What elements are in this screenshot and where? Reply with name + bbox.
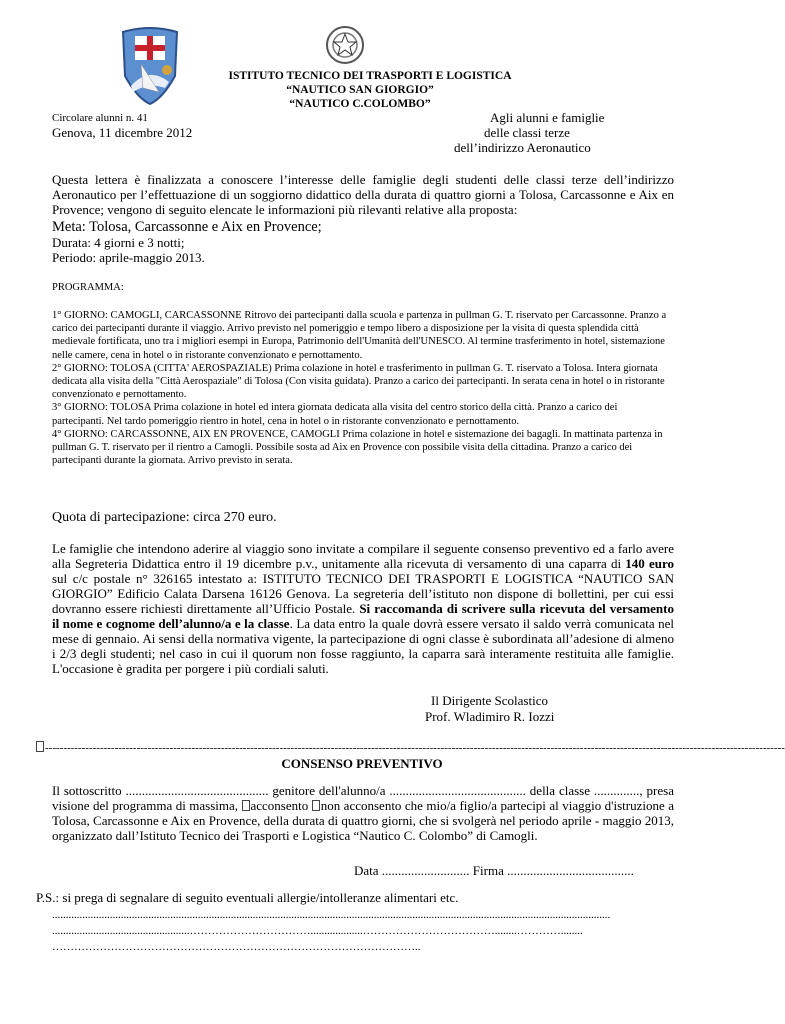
body-bold-note: Si raccomanda di scrivere sulla ricevuta del versamento il nome e cognome dell’alunno/a e la classe <box>52 601 674 631</box>
ps-line-3[interactable]: ……………………………………………………………………………………….. <box>52 941 421 953</box>
ps-note: P.S.: si prega di segnalare di seguito eventuali allergie/intolleranze alimentari etc. <box>36 890 459 905</box>
periodo-line: Periodo: aprile-maggio 2013. <box>52 250 205 265</box>
school-subname-2: “NAUTICO C.COLOMBO” <box>289 98 431 110</box>
acconsento-checkbox[interactable] <box>242 800 250 811</box>
non-acconsento-checkbox[interactable] <box>312 800 320 811</box>
data-firma-line: Data ........................... Firma ....................................... <box>354 863 634 878</box>
consenso-text-1: Il sottoscritto ............................................ genitore dell'alunno/a .......................................... della classe .............., presa visione del programma di massima, <box>52 783 674 813</box>
quota-line: Quota di partecipazione: circa 270 euro. <box>52 510 277 525</box>
ps-line-2[interactable]: ..................................................……………………………...................………………………………........…………........ <box>52 925 583 937</box>
school-subname-1: “NAUTICO SAN GIORGIO” <box>286 84 434 96</box>
school-name: ISTITUTO TECNICO DEI TRASPORTI E LOGISTICA <box>228 70 512 82</box>
consenso-text-2: non acconsento che mio/a figlio/a partecipi al viaggio d'istruzione a Tolosa, Carcassonne e Aix en Provence, della durata di quattro giorni, che si svolgerà nel periodo aprile - maggio 2013, organizzato dall’Istituto Tecnico dei Trasporti e Logistica “Nautico C. Colombo” di Camogli. <box>52 798 674 843</box>
programma-text: 1° GIORNO: CAMOGLI, CARCASSONNE Ritrovo dei partecipanti dalla scuola e partenza in pullman G. T. riservato per Carcassonne. Pranzo a carico dei partecipanti durante il viaggio. Arrivo previsto nel pomeriggio e tempo libero a disposizione per la visita di questa splendida città medievale fortificata, uno tra i migliori esempi in Europa, Patrimonio dell'Umanità dell'UNESCO. Al termine trasferimento in hotel, sistemazione nelle camere, cena in hotel o in ristorante convenzionato e pernottamento. 2° GIORNO: TOLOSA (CITTA' AEROSPAZIALE) Prima colazione in hotel e trasferimento in pullman G. T. riservato a Tolosa. Intera giornata dedicata alla visita della "Città Aerospaziale" di Tolosa (Con visita guidata). Pranzo a carico dei partecipanti. In serata cena in hotel o in ristorante convenzionato e pernottamento. 3° GIORNO: TOLOSA Prima colazione in hotel ed intera giornata dedicata alla visita del centro storico della città. Pranzo a carico dei partecipanti. Nel tardo pomeriggio rientro in hotel, cena in hotel o in ristorante convenzionato e pernottamento. 4° GIORNO: CARCASSONNE, AIX EN PROVENCE, CAMOGLI Prima colazione in hotel e sistemazione dei bagagli. In mattinata partenza in pullman G. T. riservato per il rientro a Camogli. Possibile sosta ad Aix en Provence con possibile visita della cittadina. Pranzo a carico dei partecipanti durante la giornata. Arrivo previsto in serata. <box>52 310 667 467</box>
body-text-3: . La data entro la quale dovrà essere versato il saldo verrà comunicata nel mese di gennaio. Ai sensi della normativa vigente, la partecipazione di ogni classe è subordinata all’adesione di almeno i 2/3 degli studenti; nel caso in cui il quorum non fosse raggiunto, la caparra sarà interamente restituita alle famiglie. L'occasione è gradita per porgere i più cordiali saluti. <box>52 616 674 676</box>
programma-label: PROGRAMMA: <box>52 282 124 293</box>
circolare-number: Circolare alunni n. 41 <box>52 112 148 124</box>
body-text-2: sul c/c postale n° 326165 intestato a: ISTITUTO TECNICO DEI TRASPORTI E LOGISTICA “NAUTICO SAN GIORGIO” Edificio Calata Darsena 16126 Genova. La segreteria dell’istituto non dispone di bollettini, per cui essi dovranno essere richiesti direttamente all’Ufficio Postale. <box>52 571 674 616</box>
durata-line: Durata: 4 giorni e 3 notti; <box>52 235 185 250</box>
body-paragraph <box>52 541 674 676</box>
cut-line <box>36 741 785 754</box>
recipient-line-2: delle classi terze <box>484 125 570 140</box>
scissors-box-icon <box>36 741 44 752</box>
letter-date: Genova, 11 dicembre 2012 <box>52 125 193 140</box>
body-text-1: Le famiglie che intendono aderire al viaggio sono invitate a compilare il seguente consenso preventivo ed a farlo avere alla Segreteria Didattica entro il 19 dicembre p.v., unitamente alla ricevuta di versamento di una caparra di <box>52 541 674 571</box>
intro-paragraph: Questa lettera è finalizzata a conoscere l’interesse delle famiglie degli studenti delle classi terze dell’indirizzo Aeronautico per l’effettuazione di un soggiorno didattico della durata di quattro giorni a Tolosa, Carcassonne e Aix en Provence; vengono di seguito elencate le informazioni più rilevanti relative alla proposta: <box>52 172 674 217</box>
signature-role: Il Dirigente Scolastico <box>431 693 548 708</box>
signature-name: Prof. Wladimiro R. Iozzi <box>425 709 555 724</box>
italian-republic-emblem <box>324 24 366 66</box>
cut-dashes: ---------------------------------------------------------------------------------------------------------------------------------------------------------------------------------------------------------- <box>45 742 785 754</box>
recipient-line-3: dell’indirizzo Aeronautico <box>454 140 591 155</box>
ps-line-1[interactable]: ........................................................................................................................................................................................................... <box>52 909 611 921</box>
consenso-title: CONSENSO PREVENTIVO <box>281 756 443 771</box>
meta-line: Meta: Tolosa, Carcassonne e Aix en Provence; <box>52 219 322 235</box>
acconsento-label: acconsento <box>250 798 312 813</box>
deposit-amount: 140 euro <box>625 556 674 571</box>
consenso-paragraph <box>52 783 674 843</box>
recipient-line-1: Agli alunni e famiglie <box>490 110 605 125</box>
